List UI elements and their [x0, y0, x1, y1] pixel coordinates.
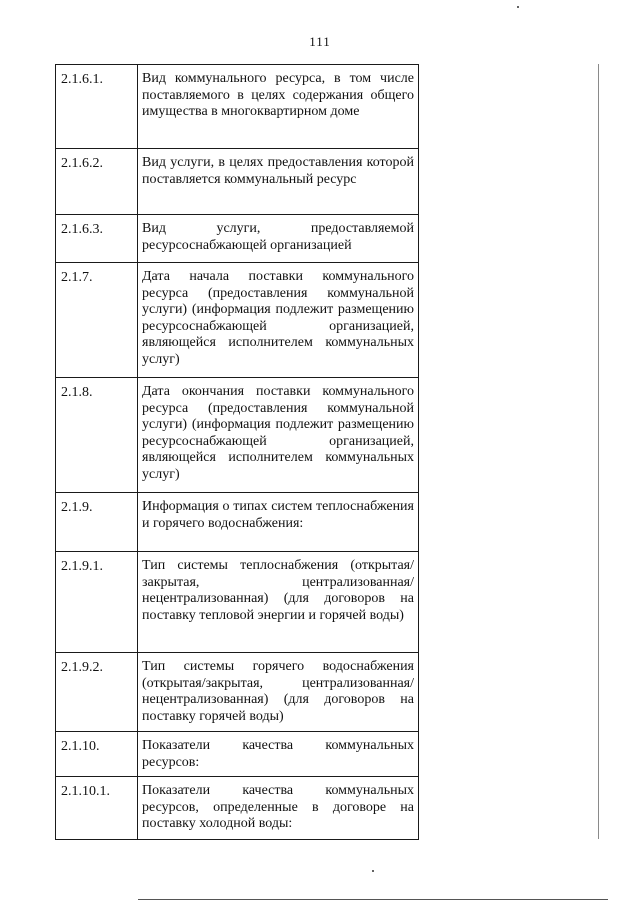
table-row	[56, 263, 418, 378]
row-number: 2.1.9.1.	[56, 552, 138, 652]
row-number: 2.1.6.1.	[56, 65, 138, 148]
table-row	[56, 493, 418, 552]
table-row	[56, 378, 418, 493]
scan-margin-line	[598, 64, 599, 839]
table-row	[56, 732, 418, 777]
table-row	[56, 552, 418, 653]
row-number: 2.1.10.1.	[56, 777, 138, 839]
table-row	[56, 65, 418, 149]
row-text: Вид услуги, предоставляемой ресурсоснабжающей организацией	[142, 221, 414, 253]
row-text: Дата окончания поставки коммунального ресурса (предоставления коммунальной услуги) (информация подлежит размещению ресурсоснабжающей организацией, являющейся исполнителем коммунальных услуг)	[142, 384, 414, 482]
table-row	[56, 777, 418, 840]
row-number: 2.1.6.3.	[56, 215, 138, 262]
table-row	[56, 215, 418, 263]
row-text: Дата начала поставки коммунального ресурса (предоставления коммунальной услуги) (информация подлежит размещению ресурсоснабжающей организацией, являющейся исполнителем коммунальных услуг)	[142, 269, 414, 367]
page-number: 111	[309, 34, 331, 49]
table-row	[56, 653, 418, 732]
scan-bottom-edge	[138, 899, 608, 900]
row-text: Вид коммунального ресурса, в том числе поставляемого в целях содержания общего имущества в многоквартирном доме	[142, 71, 414, 120]
scan-speck	[517, 6, 519, 8]
row-number: 2.1.9.	[56, 493, 138, 551]
row-text: Информация о типах систем теплоснабжения и горячего водоснабжения:	[142, 499, 414, 531]
row-number: 2.1.10.	[56, 732, 138, 776]
requirements-table	[55, 64, 419, 840]
row-number: 2.1.7.	[56, 263, 138, 377]
row-text: Вид услуги, в целях предоставления которой поставляется коммунальный ресурс	[142, 155, 414, 187]
row-number: 2.1.9.2.	[56, 653, 138, 731]
row-text: Показатели качества коммунальных ресурсов:	[142, 738, 414, 770]
row-text: Тип системы теплоснабжения (открытая/закрытая, централизованная/нецентрализованная) (для договоров на поставку тепловой энергии и горячей воды)	[142, 558, 414, 623]
table-row	[56, 149, 418, 215]
row-text: Тип системы горячего водоснабжения (открытая/закрытая, централизованная/нецентрализованная) (для договоров на поставку горячей воды)	[142, 659, 414, 724]
row-text: Показатели качества коммунальных ресурсов, определенные в договоре на поставку холодной воды:	[142, 783, 414, 832]
row-number: 2.1.6.2.	[56, 149, 138, 214]
scan-speck	[372, 870, 374, 872]
row-number: 2.1.8.	[56, 378, 138, 492]
